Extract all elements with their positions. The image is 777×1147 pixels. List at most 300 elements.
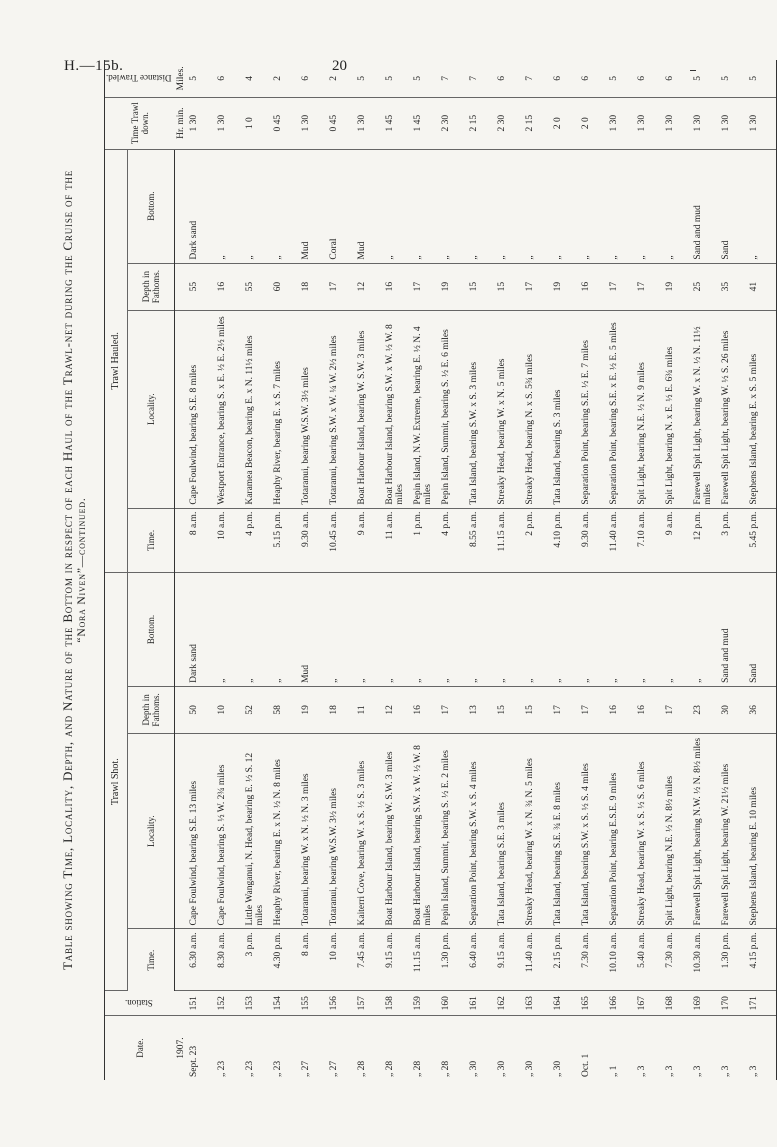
date-cell: „ 28 bbox=[357, 1060, 367, 1077]
table-row bbox=[552, 60, 580, 1080]
shot-locality-cell: Streaky Head, bearing W. x N. ¾ N. 5 miles bbox=[524, 733, 552, 929]
haul-depth-cell: 17 bbox=[636, 263, 664, 310]
distance-cell: 6 bbox=[580, 60, 608, 97]
shot-bottom-cell: Mud bbox=[300, 573, 328, 687]
header-haul-bottom: Bottom. bbox=[128, 149, 175, 263]
time-down-cell: 1 30 bbox=[608, 97, 636, 149]
shot-locality-cell: Little Wanganui, N. Head, bearing E. ½ S. 12 miles bbox=[244, 733, 272, 929]
haul-time-cell: 9.30 a.m. bbox=[580, 508, 608, 572]
haul-time-cell: 11.15 a.m. bbox=[496, 508, 524, 572]
header-haul-time: Time. bbox=[128, 508, 175, 572]
date-cell: Sept. 23 bbox=[189, 1045, 199, 1077]
haul-depth-cell: 17 bbox=[608, 263, 636, 310]
haul-time-cell: 11.40 a.m. bbox=[608, 508, 636, 572]
haul-locality-cell: Separation Point, bearing S.E. x E. ½ E. 5 miles bbox=[608, 310, 636, 508]
shot-depth-cell: 16 bbox=[412, 686, 440, 733]
shot-locality-cell: Farewell Spit Light, bearing N.W. ½ N. 8½ miles bbox=[692, 733, 720, 929]
haul-time-cell: 1 p.m. bbox=[412, 508, 440, 572]
haul-bottom-cell: Mud bbox=[300, 149, 328, 263]
rotated-table-page bbox=[60, 60, 759, 1080]
time-down-cell: 0 45 bbox=[272, 97, 300, 149]
shot-locality-cell: Pepin Island, Summit, bearing S. ½ E. 2 miles bbox=[440, 733, 468, 929]
haul-bottom-cell: Sand and mud bbox=[692, 149, 720, 263]
station-cell: 170 bbox=[720, 991, 748, 1016]
haul-time-cell: 4.10 p.m. bbox=[552, 508, 580, 572]
haul-time-cell: 8.55 a.m. bbox=[468, 508, 496, 572]
haul-depth-cell: 16 bbox=[384, 263, 412, 310]
time-down-cell: 1 30 bbox=[356, 97, 384, 149]
haul-depth-cell: 16 bbox=[216, 263, 244, 310]
shot-locality-cell: Streaky Head, bearing W. x S. ½ S. 6 miles bbox=[636, 733, 664, 929]
header-haul-locality: Locality. bbox=[128, 310, 175, 508]
shot-bottom-cell: „ bbox=[468, 573, 496, 687]
shot-time-cell: 3 p.m. bbox=[244, 929, 272, 991]
station-cell: 167 bbox=[636, 991, 664, 1016]
shot-locality-cell: Spit Light, bearing N.E. ½ N. 8½ miles bbox=[664, 733, 692, 929]
station-cell: 168 bbox=[664, 991, 692, 1016]
haul-depth-cell: 16 bbox=[580, 263, 608, 310]
units-row bbox=[175, 60, 189, 1080]
haul-locality-cell: Streaky Head, bearing N. x S. 5¾ miles bbox=[524, 310, 552, 508]
station-cell: 152 bbox=[216, 991, 244, 1016]
haul-bottom-cell: „ bbox=[524, 149, 552, 263]
shot-time-cell: 6.30 a.m. bbox=[188, 929, 216, 991]
haul-locality-cell: Westport Entrance, bearing S. x E. ½ E. 2½ miles bbox=[216, 310, 244, 508]
distance-cell: 7 bbox=[440, 60, 468, 97]
haul-bottom-cell: „ bbox=[216, 149, 244, 263]
haul-bottom-cell: Mud bbox=[356, 149, 384, 263]
time-down-cell: 2 0 bbox=[552, 97, 580, 149]
time-down-cell: 1 30 bbox=[300, 97, 328, 149]
haul-locality-cell: Separation Point, bearing S.E. ½ E. 7 miles bbox=[580, 310, 608, 508]
haul-bottom-cell: „ bbox=[608, 149, 636, 263]
table-row bbox=[188, 60, 216, 1080]
header-shot-bottom: Bottom. bbox=[128, 573, 175, 687]
shot-time-cell: 6.40 a.m. bbox=[468, 929, 496, 991]
header-shot-time: Time. bbox=[128, 929, 175, 991]
distance-cell: 5 bbox=[720, 60, 748, 97]
header-haul-depth: Depth in Fathoms. bbox=[128, 263, 175, 310]
shot-time-cell: 4.15 p.m. bbox=[748, 929, 777, 991]
haul-locality-cell: Spit Light, bearing N.E. ½ N. 9 miles bbox=[636, 310, 664, 508]
haul-locality-cell: Boat Harbour Island, bearing S.W. x W. ½ W. 8 miles bbox=[384, 310, 412, 508]
haul-bottom-cell: „ bbox=[384, 149, 412, 263]
date-cell: „ 28 bbox=[385, 1060, 395, 1077]
shot-bottom-cell: „ bbox=[412, 573, 440, 687]
shot-depth-cell: 16 bbox=[608, 686, 636, 733]
table-row bbox=[580, 60, 608, 1080]
distance-cell: 6 bbox=[496, 60, 524, 97]
time-down-cell: 1 30 bbox=[636, 97, 664, 149]
date-cell: „ 30 bbox=[469, 1060, 479, 1077]
haul-time-cell: 9.30 a.m. bbox=[300, 508, 328, 572]
distance-cell: 7 bbox=[524, 60, 552, 97]
table-row bbox=[720, 60, 748, 1080]
header-trawl-shot: Trawl Shot. bbox=[105, 573, 128, 991]
date-cell: „ 28 bbox=[441, 1060, 451, 1077]
date-cell: „ 30 bbox=[525, 1060, 535, 1077]
shot-bottom-cell: „ bbox=[356, 573, 384, 687]
haul-locality-cell: Boat Harbour Island, bearing W. S.W. 3 miles bbox=[356, 310, 384, 508]
shot-depth-cell: 10 bbox=[216, 686, 244, 733]
shot-locality-cell: Totaranui, bearing W. x N. ½ N. 3 miles bbox=[300, 733, 328, 929]
shot-depth-cell: 52 bbox=[244, 686, 272, 733]
shot-bottom-cell: „ bbox=[216, 573, 244, 687]
shot-depth-cell: 16 bbox=[636, 686, 664, 733]
distance-cell: 5 bbox=[412, 60, 440, 97]
haul-locality-cell: Totaranui, bearing S.W. x W. ¼ W. 2½ miles bbox=[328, 310, 356, 508]
shot-bottom-cell: „ bbox=[384, 573, 412, 687]
distance-cell: 5 bbox=[384, 60, 412, 97]
shot-locality-cell: Boat Harbour Island, bearing W. S.W. 3 miles bbox=[384, 733, 412, 929]
shot-depth-cell: 18 bbox=[328, 686, 356, 733]
shot-bottom-cell: „ bbox=[608, 573, 636, 687]
haul-depth-cell: 12 bbox=[356, 263, 384, 310]
table-title bbox=[60, 60, 90, 1080]
trawl-table bbox=[104, 60, 777, 1080]
station-cell: 160 bbox=[440, 991, 468, 1016]
header-station bbox=[105, 991, 175, 1016]
haul-time-cell: 5.45 p.m. bbox=[748, 508, 777, 572]
station-cell: 161 bbox=[468, 991, 496, 1016]
header-distance-label: Distance Trawled. bbox=[106, 73, 172, 84]
distance-cell: 6 bbox=[216, 60, 244, 97]
shot-depth-cell: 17 bbox=[552, 686, 580, 733]
haul-depth-cell: 19 bbox=[552, 263, 580, 310]
distance-cell: 6 bbox=[300, 60, 328, 97]
station-cell: 158 bbox=[384, 991, 412, 1016]
shot-locality-cell: Totaranui, bearing W.S.W. 3½ miles bbox=[328, 733, 356, 929]
haul-bottom-cell: „ bbox=[552, 149, 580, 263]
table-row bbox=[244, 60, 272, 1080]
header-time-down: Time Trawl down. bbox=[105, 97, 175, 149]
shot-bottom-cell: Sand bbox=[748, 573, 777, 687]
haul-time-cell: 3 p.m. bbox=[720, 508, 748, 572]
haul-time-cell: 10 a.m. bbox=[216, 508, 244, 572]
shot-locality-cell: Separation Point, bearing S.W. x S. 4 miles bbox=[468, 733, 496, 929]
haul-bottom-cell: „ bbox=[468, 149, 496, 263]
shot-depth-cell: 15 bbox=[496, 686, 524, 733]
date-cell: „ 3 bbox=[665, 1065, 675, 1077]
station-cell: 151 bbox=[188, 991, 216, 1016]
haul-bottom-cell: „ bbox=[664, 149, 692, 263]
haul-bottom-cell: „ bbox=[636, 149, 664, 263]
haul-locality-cell: Tata Island, bearing S.W. x S. 3 miles bbox=[468, 310, 496, 508]
distance-cell: 4 bbox=[244, 60, 272, 97]
shot-depth-cell: 13 bbox=[468, 686, 496, 733]
station-cell: 166 bbox=[608, 991, 636, 1016]
station-cell: 157 bbox=[356, 991, 384, 1016]
date-cell: Oct. 1 bbox=[581, 1053, 591, 1077]
haul-bottom-cell: Coral bbox=[328, 149, 356, 263]
shot-bottom-cell: „ bbox=[552, 573, 580, 687]
shot-locality-cell: Kaiterri Cove, bearing W. x S. ½ S. 3 miles bbox=[356, 733, 384, 929]
date-cell: „ 3 bbox=[748, 1016, 777, 1080]
shot-depth-cell: 17 bbox=[664, 686, 692, 733]
station-cell: 159 bbox=[412, 991, 440, 1016]
shot-locality-cell: Boat Harbour Island, bearing S.W. x W. ½ W. 8 miles bbox=[412, 733, 440, 929]
haul-bottom-cell: „ bbox=[440, 149, 468, 263]
date-cell: „ 23 bbox=[245, 1060, 255, 1077]
shot-depth-cell: 15 bbox=[524, 686, 552, 733]
shot-depth-cell: 17 bbox=[440, 686, 468, 733]
time-down-cell: 1 30 bbox=[720, 97, 748, 149]
table-row bbox=[328, 60, 356, 1080]
hr-min-label: Hr. min. bbox=[175, 97, 189, 149]
haul-time-cell: 8 a.m. bbox=[188, 508, 216, 572]
station-cell: 154 bbox=[272, 991, 300, 1016]
distance-cell: 6 bbox=[636, 60, 664, 97]
haul-time-cell: 4 p.m. bbox=[440, 508, 468, 572]
time-down-cell: 2 30 bbox=[440, 97, 468, 149]
shot-time-cell: 11.15 a.m. bbox=[412, 929, 440, 991]
haul-locality-cell: Streaky Head, bearing W. x N. 5 miles bbox=[496, 310, 524, 508]
time-down-cell: 1 30 bbox=[748, 97, 777, 149]
running-header: H.—15b. bbox=[64, 58, 124, 74]
header-date: Date. bbox=[105, 1016, 175, 1080]
distance-cell: 6 bbox=[552, 60, 580, 97]
time-down-cell: 1 30 bbox=[692, 97, 720, 149]
station-cell: 163 bbox=[524, 991, 552, 1016]
page-number: 20 bbox=[332, 58, 347, 74]
shot-locality-cell: Separation Point, bearing E.S.E. 9 miles bbox=[608, 733, 636, 929]
date-cell: „ 3 bbox=[721, 1065, 731, 1077]
haul-locality-cell: Totaranui, bearing W.S.W. 3½ miles bbox=[300, 310, 328, 508]
shot-locality-cell: Heaphy River, bearing E. x N. ½ N. 8 miles bbox=[272, 733, 300, 929]
date-cell: „ 3 bbox=[637, 1065, 647, 1077]
haul-depth-cell: 41 bbox=[748, 263, 777, 310]
shot-time-cell: 2.15 p.m. bbox=[552, 929, 580, 991]
table-row bbox=[412, 60, 440, 1080]
table-row bbox=[272, 60, 300, 1080]
haul-locality-cell: Cape Foulwind, bearing S.E. 8 miles bbox=[188, 310, 216, 508]
table-row bbox=[608, 60, 636, 1080]
shot-depth-cell: 17 bbox=[580, 686, 608, 733]
haul-depth-cell: 18 bbox=[300, 263, 328, 310]
table-row bbox=[496, 60, 524, 1080]
shot-bottom-cell: „ bbox=[580, 573, 608, 687]
haul-depth-cell: 17 bbox=[328, 263, 356, 310]
time-down-cell: 1 30 bbox=[188, 97, 216, 149]
haul-depth-cell: 15 bbox=[468, 263, 496, 310]
haul-locality-cell: Karamea Beacon, bearing E. x N. 11½ miles bbox=[244, 310, 272, 508]
shot-bottom-cell: „ bbox=[328, 573, 356, 687]
shot-bottom-cell: „ bbox=[272, 573, 300, 687]
shot-time-cell: 4.30 p.m. bbox=[272, 929, 300, 991]
table-row bbox=[440, 60, 468, 1080]
shot-depth-cell: 11 bbox=[356, 686, 384, 733]
shot-locality-cell: Stephens Island, bearing E. 10 miles bbox=[748, 733, 777, 929]
station-cell: 164 bbox=[552, 991, 580, 1016]
shot-bottom-cell: „ bbox=[440, 573, 468, 687]
distance-cell: 5 bbox=[188, 60, 216, 97]
haul-depth-cell: 17 bbox=[524, 263, 552, 310]
haul-time-cell: 9 a.m. bbox=[356, 508, 384, 572]
haul-time-cell: 2 p.m. bbox=[524, 508, 552, 572]
distance-cell: 2 bbox=[272, 60, 300, 97]
haul-time-cell: 4 p.m. bbox=[244, 508, 272, 572]
time-down-cell: 0 45 bbox=[328, 97, 356, 149]
shot-time-cell: 5.40 a.m. bbox=[636, 929, 664, 991]
shot-time-cell: 8 a.m. bbox=[300, 929, 328, 991]
shot-time-cell: 7.30 a.m. bbox=[580, 929, 608, 991]
date-cell: „ 23 bbox=[273, 1060, 283, 1077]
date-cell: „ 27 bbox=[301, 1060, 311, 1077]
table-row bbox=[664, 60, 692, 1080]
distance-cell: 5 bbox=[692, 60, 720, 97]
date-cell: „ 23 bbox=[217, 1060, 227, 1077]
time-down-cell: 1 45 bbox=[412, 97, 440, 149]
shot-bottom-cell: Sand and mud bbox=[720, 573, 748, 687]
distance-cell: 5 bbox=[356, 60, 384, 97]
shot-time-cell: 1.30 p.m. bbox=[720, 929, 748, 991]
haul-depth-cell: 35 bbox=[720, 263, 748, 310]
date-cell: „ 30 bbox=[553, 1060, 563, 1077]
distance-cell: 6 bbox=[664, 60, 692, 97]
distance-cell: 2 bbox=[328, 60, 356, 97]
haul-depth-cell: 55 bbox=[188, 263, 216, 310]
table-row bbox=[468, 60, 496, 1080]
station-cell: 156 bbox=[328, 991, 356, 1016]
table-row bbox=[692, 60, 720, 1080]
shot-time-cell: 11.40 a.m. bbox=[524, 929, 552, 991]
date-cell: „ 1 bbox=[609, 1065, 619, 1077]
haul-bottom-cell: „ bbox=[748, 149, 777, 263]
time-down-cell: 1 30 bbox=[664, 97, 692, 149]
shot-depth-cell: 36 bbox=[748, 686, 777, 733]
shot-locality-cell: Farewell Spit Light, bearing W. 21½ miles bbox=[720, 733, 748, 929]
time-down-cell: 2 15 bbox=[524, 97, 552, 149]
header-trawl-hauled: Trawl Hauled. bbox=[105, 149, 128, 572]
shot-locality-cell: Cape Foulwind, bearing S. ½ W. 2¾ miles bbox=[216, 733, 244, 929]
shot-depth-cell: 58 bbox=[272, 686, 300, 733]
shot-depth-cell: 12 bbox=[384, 686, 412, 733]
shot-time-cell: 10.10 a.m. bbox=[608, 929, 636, 991]
header-station-label: Station. bbox=[124, 998, 153, 1009]
shot-bottom-cell: „ bbox=[496, 573, 524, 687]
shot-bottom-cell: „ bbox=[524, 573, 552, 687]
distance-cell: 5 bbox=[608, 60, 636, 97]
shot-time-cell: 7.45 a.m. bbox=[356, 929, 384, 991]
shot-time-cell: 7.30 a.m. bbox=[664, 929, 692, 991]
haul-bottom-cell: Sand bbox=[720, 149, 748, 263]
station-cell: 165 bbox=[580, 991, 608, 1016]
haul-depth-cell: 60 bbox=[272, 263, 300, 310]
year-label: 1907. bbox=[175, 1037, 186, 1059]
haul-depth-cell: 25 bbox=[692, 263, 720, 310]
distance-cell: 7 bbox=[468, 60, 496, 97]
table-title-line2: “Nora Niven”—continued. bbox=[76, 497, 88, 643]
shot-bottom-cell: „ bbox=[244, 573, 272, 687]
haul-depth-cell: 55 bbox=[244, 263, 272, 310]
haul-locality-cell: Heaphy River, bearing E. x S. 7 miles bbox=[272, 310, 300, 508]
shot-time-cell: 1.30 p.m. bbox=[440, 929, 468, 991]
shot-bottom-cell: „ bbox=[664, 573, 692, 687]
time-down-cell: 1 30 bbox=[216, 97, 244, 149]
shot-bottom-cell: „ bbox=[636, 573, 664, 687]
haul-locality-cell: Tata Island, bearing S. 3 miles bbox=[552, 310, 580, 508]
haul-time-cell: 11 a.m. bbox=[384, 508, 412, 572]
shot-bottom-cell: Dark sand bbox=[188, 573, 216, 687]
shot-time-cell: 10 a.m. bbox=[328, 929, 356, 991]
haul-time-cell: 7.10 a.m. bbox=[636, 508, 664, 572]
time-down-cell: 1 0 bbox=[244, 97, 272, 149]
shot-depth-cell: 19 bbox=[300, 686, 328, 733]
haul-bottom-cell: Dark sand bbox=[188, 149, 216, 263]
time-down-cell: 1 45 bbox=[384, 97, 412, 149]
table-row bbox=[356, 60, 384, 1080]
date-cell: „ 27 bbox=[329, 1060, 339, 1077]
miles-label: Miles. bbox=[175, 60, 189, 97]
haul-depth-cell: 17 bbox=[412, 263, 440, 310]
table-row bbox=[384, 60, 412, 1080]
shot-time-cell: 10.30 a.m. bbox=[692, 929, 720, 991]
table-row bbox=[300, 60, 328, 1080]
shot-time-cell: 9.15 a.m. bbox=[384, 929, 412, 991]
table-row bbox=[748, 60, 777, 1080]
haul-locality-cell: Stephens Island, bearing E. x S. 5 miles bbox=[748, 310, 777, 508]
haul-time-cell: 12 p.m. bbox=[692, 508, 720, 572]
haul-depth-cell: 15 bbox=[496, 263, 524, 310]
station-cell: 155 bbox=[300, 991, 328, 1016]
table-row bbox=[216, 60, 244, 1080]
distance-cell: 5 bbox=[748, 60, 777, 97]
haul-bottom-cell: „ bbox=[412, 149, 440, 263]
haul-locality-cell: Spit Light, bearing N. x E. ½ E. 6¾ miles bbox=[664, 310, 692, 508]
haul-time-cell: 5.15 p.m. bbox=[272, 508, 300, 572]
time-down-cell: 2 30 bbox=[496, 97, 524, 149]
haul-bottom-cell: „ bbox=[496, 149, 524, 263]
header-distance bbox=[105, 60, 175, 97]
station-cell: 169 bbox=[692, 991, 720, 1016]
station-cell: 171 bbox=[748, 991, 777, 1016]
table-row bbox=[636, 60, 664, 1080]
date-cell: „ 3 bbox=[693, 1065, 703, 1077]
shot-locality-cell: Tata Island, bearing S.E. ¾ E. 8 miles bbox=[552, 733, 580, 929]
date-cell: „ 30 bbox=[497, 1060, 507, 1077]
station-cell: 162 bbox=[496, 991, 524, 1016]
shot-locality-cell: Tata Island, bearing S.E. 3 miles bbox=[496, 733, 524, 929]
shot-locality-cell: Tata Island, bearing S.W. x S. ½ S. 4 miles bbox=[580, 733, 608, 929]
haul-depth-cell: 19 bbox=[440, 263, 468, 310]
station-cell: 153 bbox=[244, 991, 272, 1016]
haul-bottom-cell: „ bbox=[244, 149, 272, 263]
shot-depth-cell: 50 bbox=[188, 686, 216, 733]
time-down-cell: 2 0 bbox=[580, 97, 608, 149]
table-row bbox=[524, 60, 552, 1080]
shot-depth-cell: 30 bbox=[720, 686, 748, 733]
haul-locality-cell: Farewell Spit Light, bearing W. x N. ½ N. 11½ miles bbox=[692, 310, 720, 508]
haul-locality-cell: Pepin Island, Summit, bearing S. ½ E. 6 miles bbox=[440, 310, 468, 508]
shot-time-cell: 9.15 a.m. bbox=[496, 929, 524, 991]
haul-time-cell: 9 a.m. bbox=[664, 508, 692, 572]
haul-locality-cell: Farewell Spit Light, bearing W. ½ S. 26 miles bbox=[720, 310, 748, 508]
shot-depth-cell: 23 bbox=[692, 686, 720, 733]
shot-bottom-cell: „ bbox=[692, 573, 720, 687]
shot-locality-cell: Cape Foulwind, bearing S.E. 13 miles bbox=[188, 733, 216, 929]
date-cell: „ 28 bbox=[413, 1060, 423, 1077]
header-shot-locality: Locality. bbox=[128, 733, 175, 929]
table-title-line1: Table showing Time, Locality, Depth, and Nature of the Bottom in respect of each Haul of the Trawl-net during the Cruise of the bbox=[60, 169, 75, 971]
haul-bottom-cell: „ bbox=[580, 149, 608, 263]
header-shot-depth: Depth in Fathoms. bbox=[128, 686, 175, 733]
time-down-cell: 2 15 bbox=[468, 97, 496, 149]
shot-time-cell: 8.30 a.m. bbox=[216, 929, 244, 991]
haul-time-cell: 10.45 a.m. bbox=[328, 508, 356, 572]
haul-locality-cell: Pepin Island, N.W. Extreme, bearing E. ½ N. 4 miles bbox=[412, 310, 440, 508]
haul-bottom-cell: „ bbox=[272, 149, 300, 263]
haul-depth-cell: 19 bbox=[664, 263, 692, 310]
